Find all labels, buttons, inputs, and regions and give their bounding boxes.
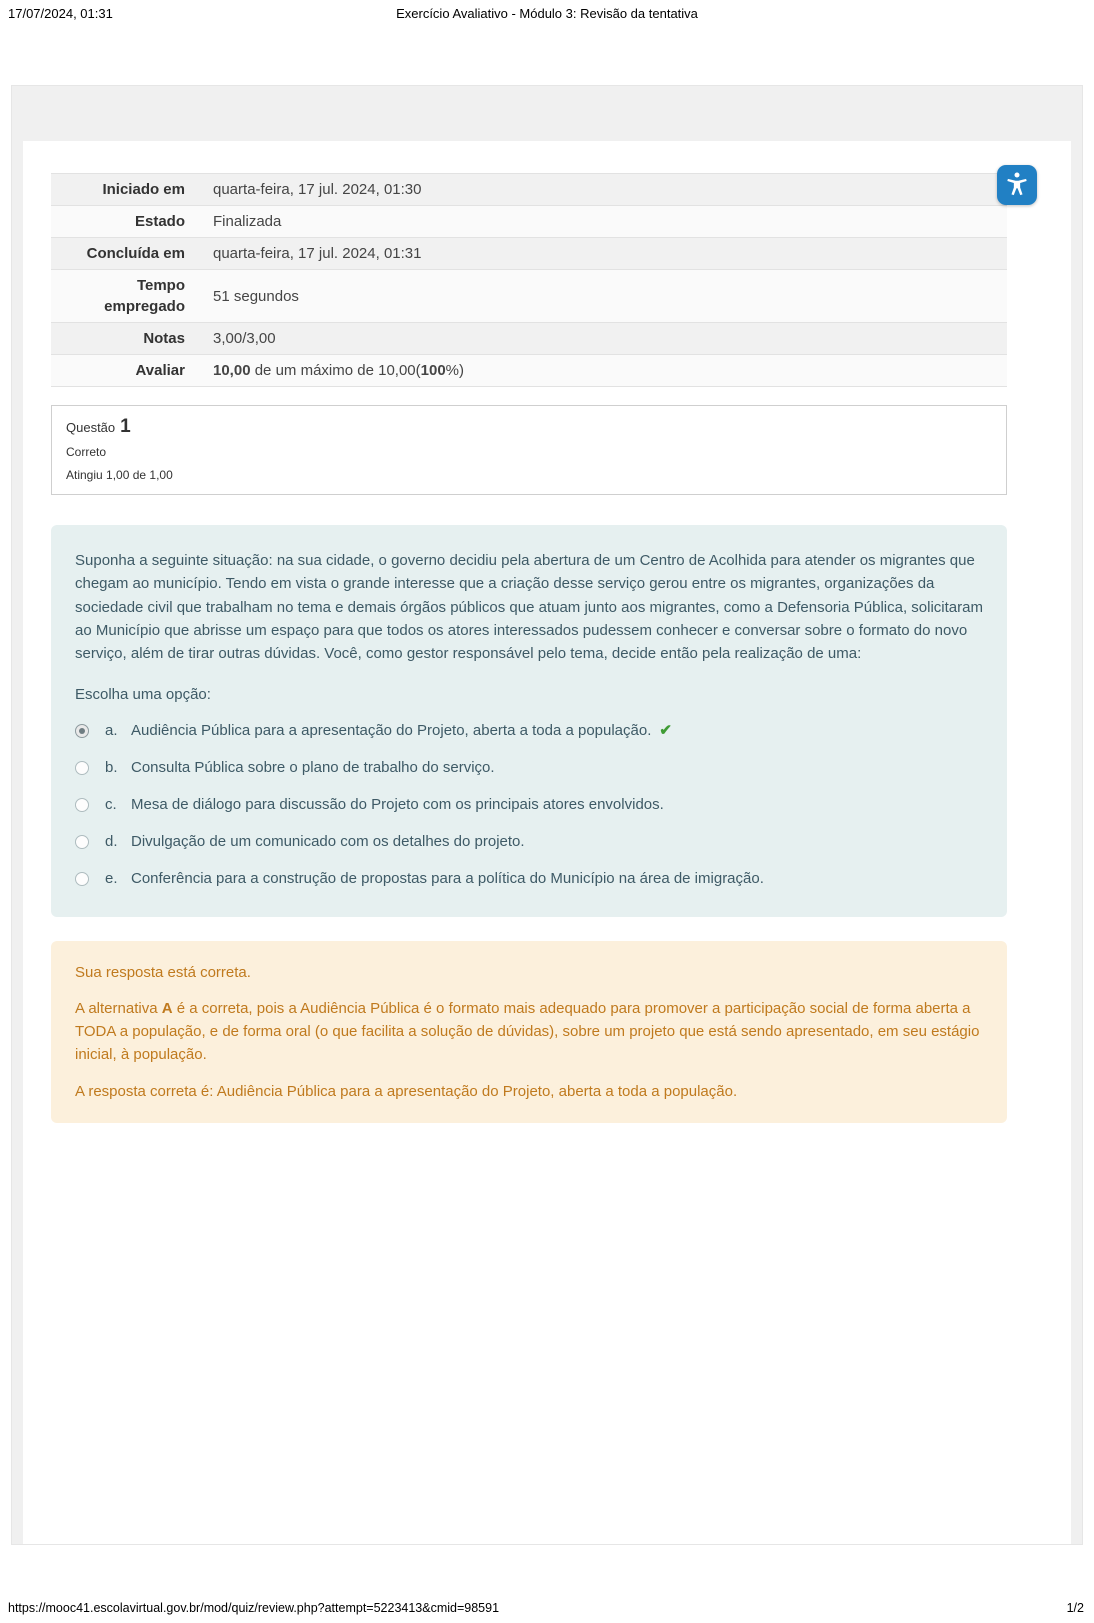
attempt-summary-table: [51, 173, 1007, 387]
print-footer-page-number: 1/2: [1066, 1601, 1084, 1615]
summary-value: quarta-feira, 17 jul. 2024, 01:31: [213, 245, 422, 262]
grade-bold: 10,00: [213, 362, 251, 379]
summary-value: 51 segundos: [213, 287, 299, 305]
option-letter: b.: [105, 758, 118, 776]
correct-check-icon: ✔: [659, 721, 672, 739]
print-datetime: 17/07/2024, 01:31: [8, 6, 113, 21]
summary-label: Concluída em: [86, 245, 185, 262]
question-state: Correto: [66, 445, 107, 459]
summary-row: [51, 323, 1007, 355]
summary-row: [51, 238, 1007, 270]
option-b-radio[interactable]: [75, 761, 89, 775]
print-footer-url: https://mooc41.escolavirtual.gov.br/mod/quiz/review.php?attempt=5223413&cmid=98591: [8, 1601, 500, 1615]
summary-label: Tempo empregado: [104, 277, 185, 315]
summary-label: Avaliar: [135, 362, 185, 379]
summary-row-grade: [51, 355, 1007, 387]
option-a-radio[interactable]: [75, 724, 89, 738]
print-title: Exercício Avaliativo - Módulo 3: Revisão da tentativa: [396, 6, 698, 21]
grade-suffix: %): [445, 362, 465, 379]
option-text: Consulta Pública sobre o plano de trabalho do serviço.: [131, 758, 495, 776]
question-text: Suponha a seguinte situação: na sua cidade, o governo decidiu pela abertura de um Centro de Acolhida para atender os migrantes que chegam ao município. Tendo em vista o grande interesse que a criação desse serviço gerou entre os migrantes, organizações da sociedade civil que trabalham no tema e demais órgãos públicos que atuam junto aos migrantes, como a Defensoria Pública, solicitaram ao Município que abrisse um espaço para que todos os atores interessados pudessem conhecer e conversar sobre o formato do novo serviço, além de tirar outras dúvidas. Você, como gestor responsável pelo tema, decide então pela realização de uma:: [75, 552, 983, 662]
option-e[interactable]: [75, 869, 983, 889]
option-d[interactable]: [75, 832, 983, 852]
grade-percent-bold: 100: [420, 362, 446, 379]
summary-label: Estado: [134, 213, 185, 230]
option-c[interactable]: [75, 795, 983, 815]
page-wrapper: [11, 85, 1083, 1545]
option-text: Divulgação de um comunicado com os detalhes do projeto.: [131, 832, 525, 850]
grade-middle: de um máximo de 10,00(: [250, 362, 421, 379]
option-text: Conferência para a construção de propostas para a política do Município na área de imigração.: [131, 869, 764, 887]
question-number: 1: [120, 416, 131, 437]
feedback-answer-line: A resposta correta é: Audiência Pública para a apresentação do Projeto, aberta a toda a população.: [75, 1082, 738, 1100]
question-info-box: [51, 405, 1007, 495]
summary-label: Iniciado em: [102, 181, 185, 198]
feedback-correct-line: Sua resposta está correta.: [75, 963, 251, 981]
accessibility-icon: [1004, 170, 1030, 201]
option-text: Mesa de diálogo para discussão do Projeto com os principais atores envolvidos.: [131, 795, 664, 813]
question-body: [51, 525, 1007, 917]
option-letter: d.: [105, 832, 118, 850]
summary-grade-value: [201, 355, 1007, 387]
question-label: Questão: [66, 420, 116, 435]
summary-value: Finalizada: [213, 213, 282, 230]
summary-value: quarta-feira, 17 jul. 2024, 01:30: [213, 181, 422, 198]
option-a[interactable]: [75, 721, 983, 741]
option-e-radio[interactable]: [75, 872, 89, 886]
summary-row: [51, 270, 1007, 323]
option-letter: c.: [105, 795, 117, 813]
feedback-explanation-rest: é a correta, pois a Audiência Pública é o formato mais adequado para promover a participação social de forma aberta a TODA a população, e de forma oral (o que facilita a solução de dúvidas), sobre um projeto que está sendo apresentado, em seu estágio inicial, à população.: [75, 999, 980, 1064]
option-b[interactable]: [75, 758, 983, 778]
option-d-radio[interactable]: [75, 835, 89, 849]
summary-value: 3,00/3,00: [213, 330, 276, 347]
summary-label: Notas: [143, 330, 185, 347]
options-list: [75, 721, 983, 889]
feedback-box: [51, 941, 1007, 1123]
option-text: Audiência Pública para a apresentação do Projeto, aberta a toda a população.: [131, 721, 652, 739]
question-points: Atingiu 1,00 de 1,00: [66, 468, 173, 482]
option-c-radio[interactable]: [75, 798, 89, 812]
summary-row: [51, 174, 1007, 206]
feedback-explanation-prefix: A alternativa: [75, 999, 162, 1017]
option-letter: a.: [105, 721, 118, 739]
feedback-explanation-bold: A: [161, 999, 173, 1017]
feedback-explanation: [75, 997, 983, 1067]
accessibility-widget-button[interactable]: [997, 165, 1037, 205]
answer-prompt: Escolha uma opção:: [75, 686, 211, 704]
option-letter: e.: [105, 869, 118, 887]
summary-row: [51, 206, 1007, 238]
content-card: [23, 141, 1071, 1544]
